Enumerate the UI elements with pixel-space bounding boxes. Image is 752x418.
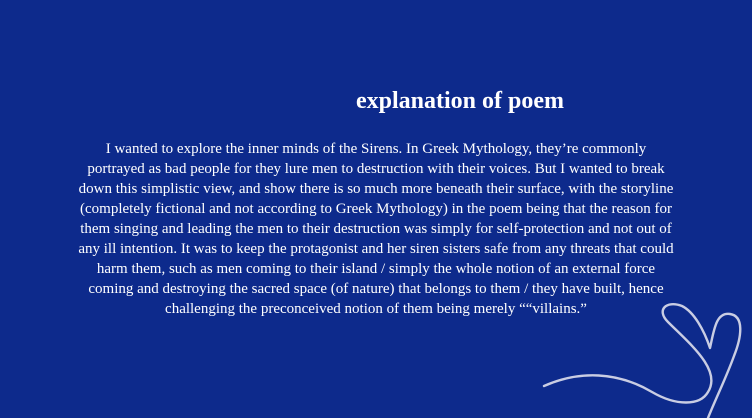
slide-title: explanation of poem: [355, 88, 564, 114]
heart-line-icon: [540, 300, 752, 418]
slide-body-text: I wanted to explore the inner minds of the Sirens. In Greek Mythology, they’re commonly portrayed as bad people for they lure men to destruction with their voices. But I wanted to break down this simplistic view, and show there is so much more beneath their surface, with the storyline (completely fictional and not according to Greek Mythology) in the poem being that the reason for them singing and leading the men to their destruction was simply for self-protection and not out of any ill intention. It was to keep the protagonist and her siren sisters safe from any threats that could harm them, such as men coming to their island / simply the whole notion of an external force coming and destroying the sacred space (of nature) that belongs to them / they have built, hence challenging the preconceived notion of them being merely ““villains.”: [78, 141, 674, 317]
